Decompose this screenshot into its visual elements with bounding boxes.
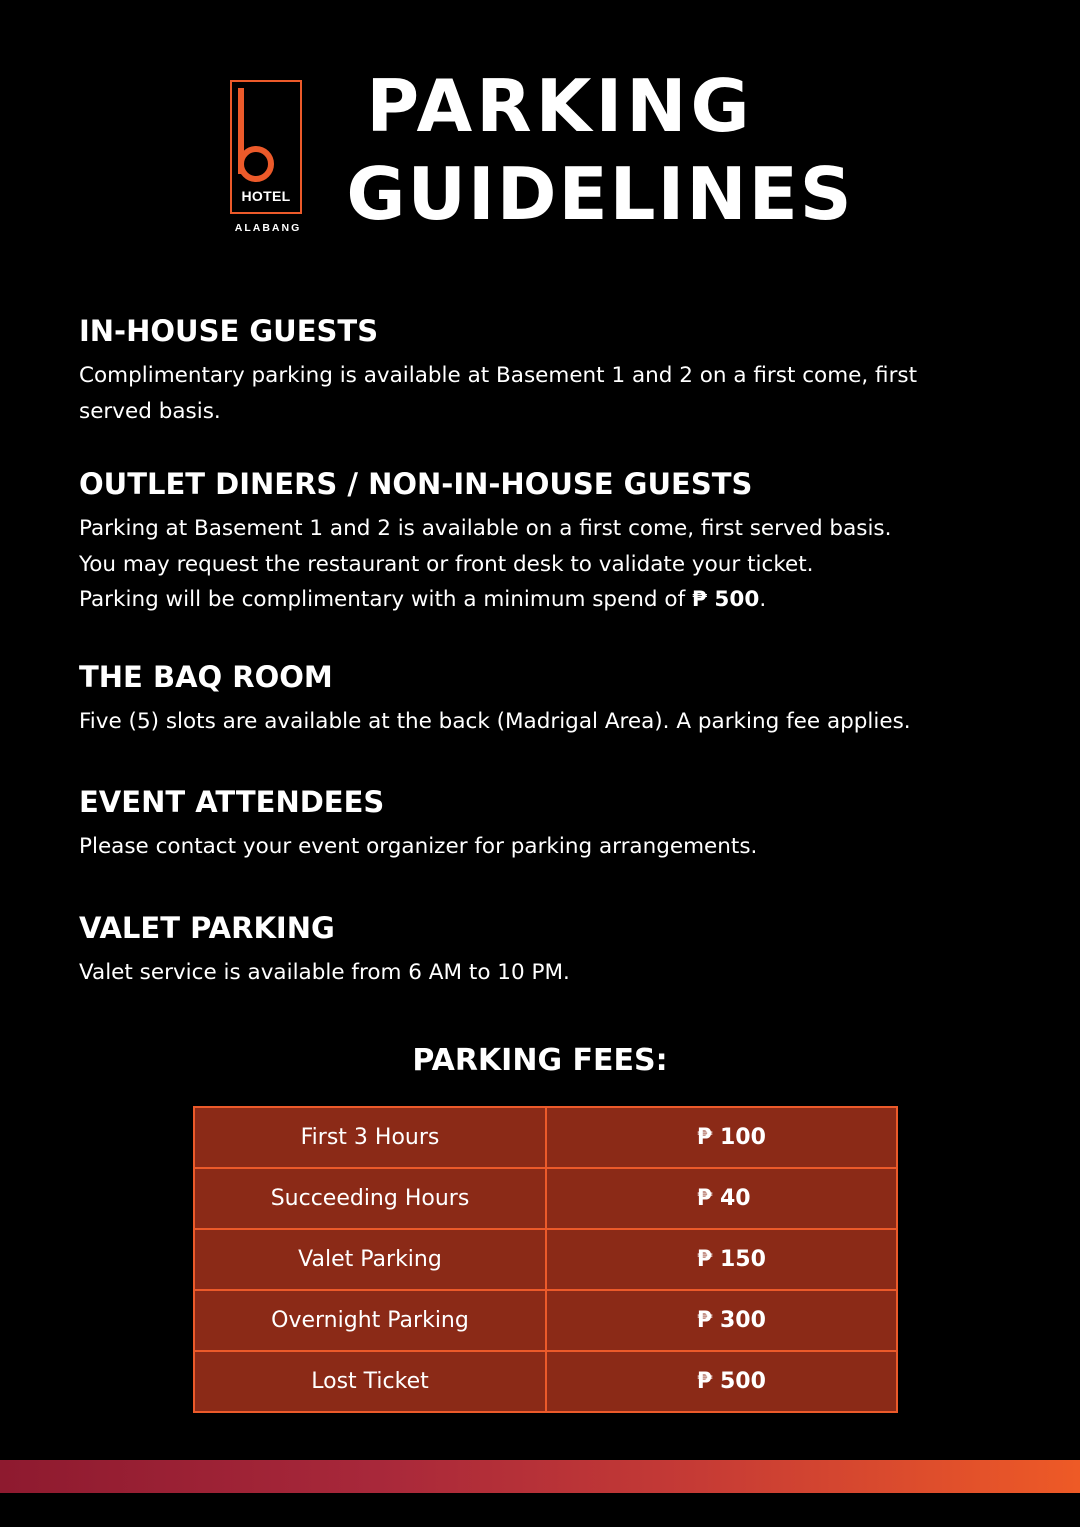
table-row bbox=[194, 1107, 897, 1168]
section-heading: IN-HOUSE GUESTS bbox=[79, 314, 379, 348]
body-line-1: Parking at Basement 1 and 2 is available on a first come, first served basis. bbox=[79, 516, 892, 541]
section-baq-room bbox=[79, 658, 1009, 740]
section-heading: OUTLET DINERS / NON-IN-HOUSE GUESTS bbox=[79, 467, 753, 501]
bottom-gradient-bar bbox=[0, 1460, 1080, 1493]
title-line-2: GUIDELINES bbox=[346, 152, 854, 236]
fee-price: ₱ 500 bbox=[546, 1351, 897, 1412]
section-outlet-diners bbox=[79, 465, 1009, 618]
header bbox=[0, 0, 1080, 260]
minimum-spend-amount: ₱ 500 bbox=[691, 587, 760, 612]
fee-price: ₱ 150 bbox=[546, 1229, 897, 1290]
body-line-2: You may request the restaurant or front desk to validate your ticket. bbox=[79, 551, 814, 577]
section-heading: THE BAQ ROOM bbox=[79, 659, 333, 694]
fee-label: Overnight Parking bbox=[194, 1290, 546, 1351]
section-body bbox=[79, 511, 1009, 618]
fee-price: ₱ 40 bbox=[546, 1168, 897, 1229]
body-line-3-prefix: Parking will be complimentary with a minimum spend of bbox=[79, 587, 692, 612]
logo-hotel-text: HOTEL bbox=[241, 188, 291, 204]
parking-fees-title: PARKING FEES: bbox=[412, 1043, 668, 1078]
parking-fees-table bbox=[193, 1106, 898, 1413]
fee-label: Lost Ticket bbox=[194, 1351, 546, 1412]
table-row bbox=[194, 1290, 897, 1351]
logo-location-text: ALABANG bbox=[234, 222, 302, 234]
section-body: Valet service is available from 6 AM to 10 PM. bbox=[79, 959, 570, 985]
fee-label: Valet Parking bbox=[194, 1229, 546, 1290]
body-line-3-suffix: . bbox=[759, 587, 767, 612]
title-line-1: PARKING bbox=[366, 64, 754, 148]
section-heading: VALET PARKING bbox=[79, 910, 335, 945]
section-body: Please contact your event organizer for parking arrangements. bbox=[79, 834, 758, 859]
fee-price: ₱ 300 bbox=[546, 1290, 897, 1351]
table-row bbox=[194, 1351, 897, 1412]
section-event-attendees bbox=[79, 783, 1009, 865]
table-row bbox=[194, 1168, 897, 1229]
page-title bbox=[330, 64, 870, 236]
section-heading: EVENT ATTENDEES bbox=[79, 785, 385, 819]
section-in-house-guests bbox=[79, 312, 1009, 429]
guidelines-sections bbox=[79, 312, 1009, 990]
fee-price: ₱ 100 bbox=[546, 1107, 897, 1168]
section-valet-parking bbox=[79, 909, 1009, 991]
fee-label: Succeeding Hours bbox=[194, 1168, 546, 1229]
section-body: Complimentary parking is available at Basement 1 and 2 on a first come, first served basis. bbox=[79, 363, 918, 424]
fee-label: First 3 Hours bbox=[194, 1107, 546, 1168]
table-row bbox=[194, 1229, 897, 1290]
section-body: Five (5) slots are available at the back (Madrigal Area). A parking fee applies. bbox=[79, 708, 911, 734]
